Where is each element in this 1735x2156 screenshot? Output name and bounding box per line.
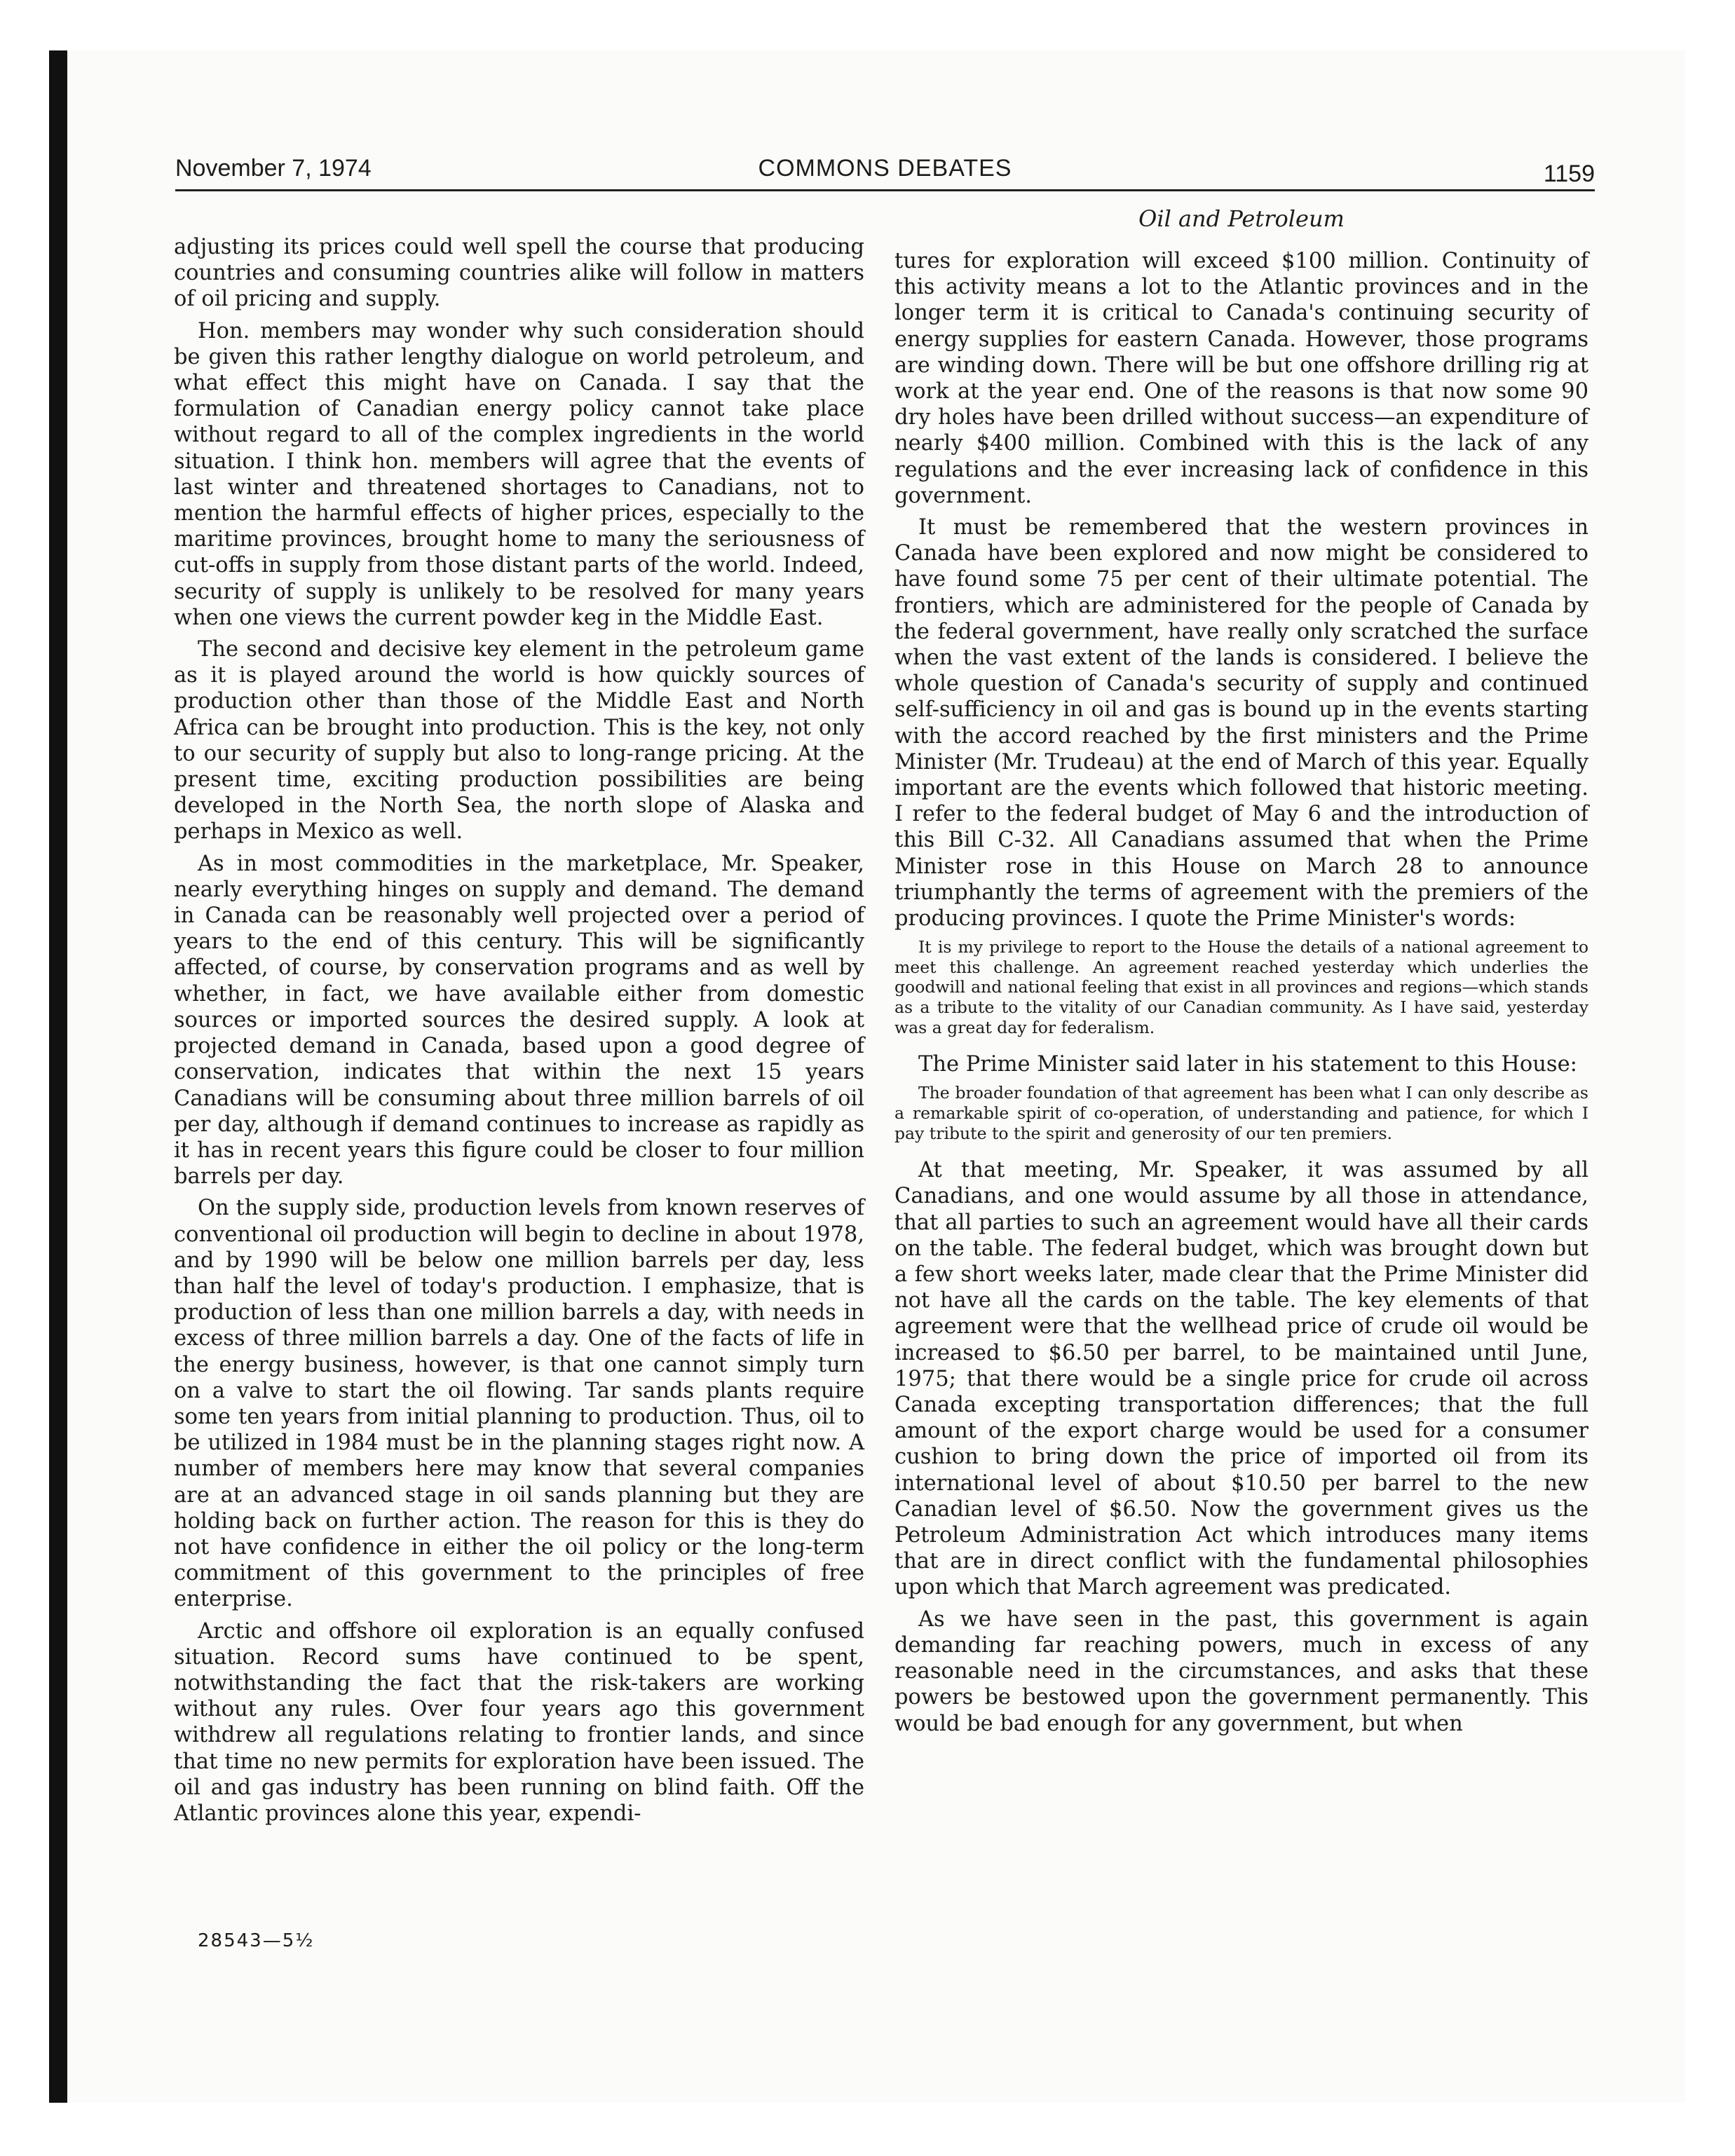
- block-quote: The broader foundation of that agreement has been what I can only describe as a remarkable spirit of co-operation, of understanding and patience, for which I pay tribute to the spirit and generosity of our ten premiers.: [894, 1083, 1588, 1143]
- section-title: Oil and Petroleum: [1138, 205, 1345, 232]
- paragraph: adjusting its prices could well spell the course that producing countries and consuming countries alike will follow in matters of oil pricing and supply.: [174, 235, 864, 312]
- paragraph: As in most commodities in the marketplace, Mr. Speaker, nearly everything hinges on supply and demand. The demand in Canada can be reasonably well projected over a period of years to the end of this century. This will be significantly affected, of course, by conservation programs and as well by whether, in fact, we have available either from domestic sources or imported sources the desired supply. A look at projected demand in Canada, based upon a good degree of conservation, indicates that within the next 15 years Canadians will be consuming about three million barrels of oil per day, although if demand continues to increase as rapidly as it has in recent years this figure could be closer to four million barrels per day.: [174, 851, 864, 1189]
- printer-code: 28543—5½: [198, 1930, 315, 1951]
- page-header: [175, 147, 1595, 191]
- paragraph: The second and decisive key element in the petroleum game as it is played around the world is how quickly sources of production other than those of the Middle East and North Africa can be brought into production. This is the key, not only to our security of supply but also to long-range pricing. At the present time, exciting production possibilities are being developed in the North Sea, the north slope of Alaska and perhaps in Mexico as well.: [174, 637, 864, 845]
- paragraph: At that meeting, Mr. Speaker, it was assumed by all Canadians, and one would assume by all those in attendance, that all parties to such an agreement would have all their cards on the table. The federal budget, which was brought down but a few short weeks later, made clear that the Prime Minister did not have all the cards on the table. The key elements of that agreement were that the wellhead price of crude oil would be increased to $6.50 per barrel, to be maintained until June, 1975; that there would be a single price for crude oil across Canada excepting transportation differences; that the full amount of the export charge would be used for a consumer cushion to bring down the price of imported oil from its international level of about $10.50 per barrel to the new Canadian level of $6.50. Now the government gives us the Petroleum Administration Act which introduces many items that are in direct conflict with the fundamental philosophies upon which that March agreement was predicated.: [894, 1158, 1588, 1600]
- paragraph: Arctic and offshore oil exploration is an equally confused situation. Record sums have continued to be spent, notwithstanding the fact that the risk-takers are working without any rules. Over four years ago this government withdrew all regulations relating to frontier lands, and since that time no new permits for exploration have been issued. The oil and gas industry has been running on blind faith. Off the Atlantic provinces alone this year, expendi-: [174, 1618, 864, 1826]
- scan-border: [49, 50, 67, 2103]
- left-column: [174, 234, 864, 1832]
- paragraph: As we have seen in the past, this government is again demanding far reaching powers, much in excess of any reasonable need in the circumstances, and asks that these powers be bestowed upon the government permanently. This would be bad enough for any government, but when: [894, 1606, 1588, 1736]
- header-title: COMMONS DEBATES: [758, 155, 1012, 182]
- header-date: November 7, 1974: [175, 155, 372, 182]
- paragraph: Hon. members may wonder why such consideration should be given this rather lengthy dialogue on world petroleum, and what effect this might have on Canada. I say that the formulation of Canadian energy policy cannot take place without regard to all of the complex ingredients in the world situation. I think hon. members will agree that the events of last winter and threatened shortages to Canadians, not to mention the harmful effects of higher prices, especially to the maritime provinces, brought home to many the seriousness of cut-offs in supply from those distant parts of the world. Indeed, security of supply is unlikely to be resolved for many years when one views the current powder keg in the Middle East.: [174, 318, 864, 630]
- paragraph: It must be remembered that the western provinces in Canada have been explored and now might be considered to have found some 75 per cent of their ultimate potential. The frontiers, which are administered for the people of Canada by the federal government, have really only scratched the surface when the vast extent of the lands is considered. I believe the whole question of Canada's security of supply and continued self-sufficiency in oil and gas is bound up in the events starting with the accord reached by the first ministers and the Prime Minister (Mr. Trudeau) at the end of March of this year. Equally important are the events which followed that historic meeting. I refer to the federal budget of May 6 and the introduction of this Bill C-32. All Canadians assumed that when the Prime Minister rose in this House on March 28 to announce triumphantly the terms of agreement with the premiers of the producing provinces. I quote the Prime Minister's words:: [894, 515, 1588, 932]
- paragraph: tures for exploration will exceed $100 million. Continuity of this activity means a lot to the Atlantic provinces and in the longer term it is critical to Canada's continuing security of energy supplies for eastern Canada. However, those programs are winding down. There will be but one offshore drilling rig at work at the year end. One of the reasons is that now some 90 dry holes have been drilled without success—an expenditure of nearly $400 million. Combined with this is the lack of any regulations and the ever increasing lack of confidence in this government.: [894, 249, 1588, 508]
- page-number: 1159: [1543, 161, 1595, 187]
- paragraph: On the supply side, production levels from known reserves of conventional oil production will begin to decline in about 1978, and by 1990 will be below one million barrels per day, less than half the level of today's production. I emphasize, that is production of less than one million barrels a day, with needs in excess of three million barrels a day. One of the facts of life in the energy business, however, is that one cannot simply turn on a valve to start the oil flowing. Tar sands plants require some ten years from initial planning to production. Thus, oil to be utilized in 1984 must be in the planning stages right now. A number of members here may know that several companies are at an advanced stage in oil sands planning but they are holding back on further action. The reason for this is they do not have confidence in either the oil policy or the long-term commitment of this government to the principles of free enterprise.: [174, 1196, 864, 1612]
- paragraph: The Prime Minister said later in his statement to this House:: [918, 1052, 1577, 1077]
- block-quote: It is my privilege to report to the House the details of a national agreement to meet this challenge. An agreement reached yesterday which underlies the goodwill and national feeling that exist in all provinces and regions—which stands as a tribute to the vitality of our Canadian community. As I have said, yesterday was a great day for federalism.: [894, 937, 1588, 1037]
- right-column: [894, 248, 1588, 1742]
